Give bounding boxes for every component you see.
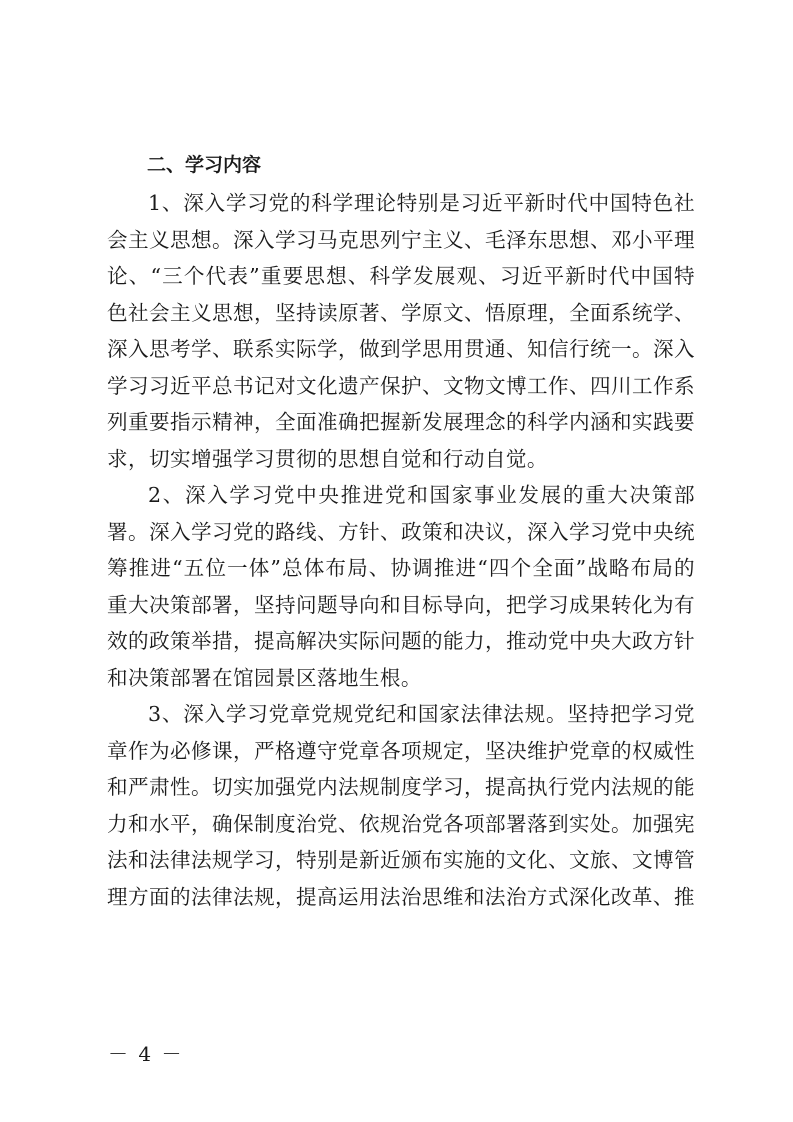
page-body [107,145,695,915]
page-number: － 4 － [108,1042,184,1066]
paragraph-1: 1、深入学习党的科学理论特别是习近平新时代中国特色社会主义思想。深入学习马克思列宁主义、毛泽东思想、邓小平理论、“三个代表”重要思想、科学发展观、习近平新时代中国特色社会主义思想，坚持读原著、学原文、悟原理，全面系统学、深入思考学、联系实际学，做到学思用贯通、知信行统一。深入学习习近平总书记对文化遗产保护、文物文博工作、四川工作系列重要指示精神，全面准确把握新发展理念的科学内涵和实践要求，切实增强学习贯彻的思想自觉和行动自觉。 [107,191,695,471]
paragraph-2: 2、深入学习党中央推进党和国家事业发展的重大决策部署。深入学习党的路线、方针、政策和决议，深入学习党中央统筹推进“五位一体”总体布局、协调推进“四个全面”战略布局的重大决策部署，坚持问题导向和目标导向，把学习成果转化为有效的政策举措，提高解决实际问题的能力，推动党中央大政方针和决策部署在馆园景区落地生根。 [107,483,695,690]
paragraph-3: 3、深入学习党章党规党纪和国家法律法规。坚持把学习党章作为必修课，严格遵守党章各项规定，坚决维护党章的权威性和严肃性。切实加强党内法规制度学习，提高执行党内法规的能力和水平，确保制度治党、依规治党各项部署落到实处。加强宪法和法律法规学习，特别是新近颁布实施的文化、文旅、文博管理方面的法律法规，提高运用法治思维和法治方式深化改革、推 [107,702,695,909]
section-heading: 二、学习内容 [147,154,262,176]
